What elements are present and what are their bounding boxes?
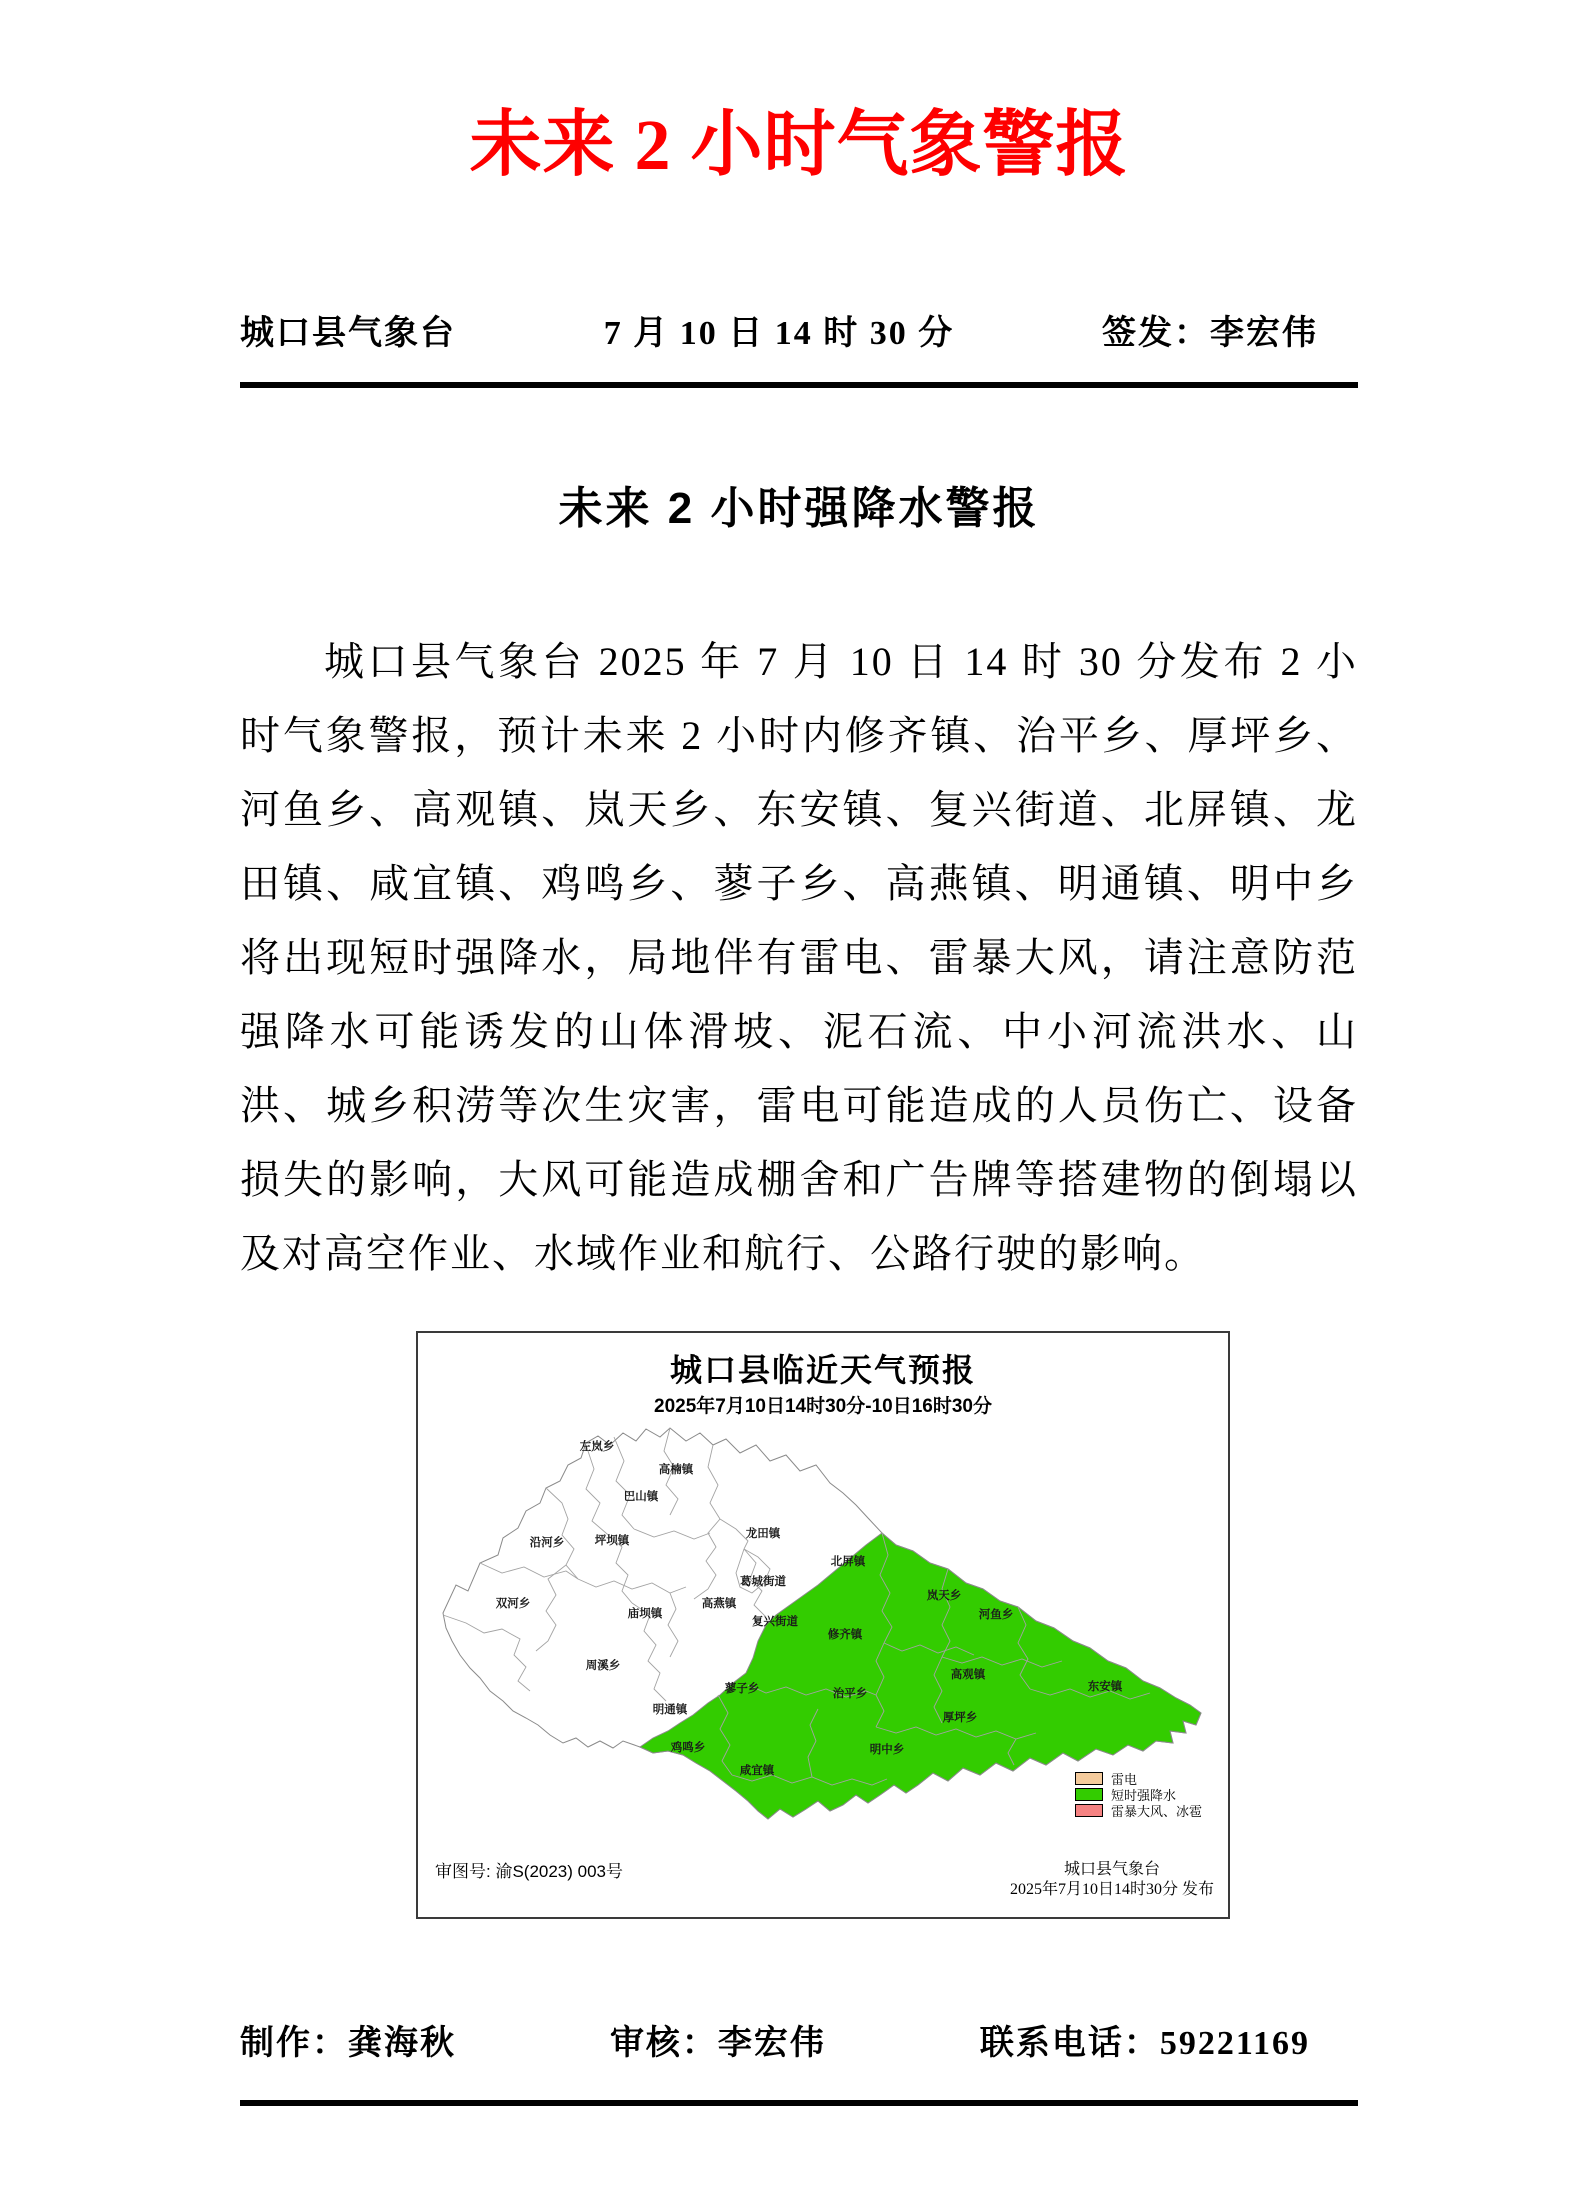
legend-label: 雷暴大风、冰雹 xyxy=(1111,1803,1203,1819)
map-town-label: 咸宜镇 xyxy=(739,1765,775,1777)
legend-row xyxy=(1075,1802,1202,1818)
document-footer xyxy=(240,2015,1358,2064)
map-town-label: 双河乡 xyxy=(495,1598,531,1610)
map-review-number: 审图号: 渝S(2023) 003号 xyxy=(435,1862,624,1881)
legend-swatch xyxy=(1075,1804,1103,1817)
map-town-label: 蓼子乡 xyxy=(724,1683,760,1695)
map-town-label: 鸡鸣乡 xyxy=(670,1742,706,1754)
map-town-label: 左岚乡 xyxy=(579,1441,615,1453)
county-weather-map xyxy=(416,1331,1230,1919)
signer: 签发：李宏伟 xyxy=(1102,315,1318,352)
map-town-label: 北屏镇 xyxy=(830,1556,866,1568)
footer-phone: 联系电话：59221169 xyxy=(979,2025,1310,2062)
map-town-label: 周溪乡 xyxy=(585,1660,621,1672)
map-town-label: 高燕镇 xyxy=(701,1598,737,1610)
map-town-label: 治平乡 xyxy=(832,1688,868,1700)
legend-label: 短时强降水 xyxy=(1111,1787,1177,1803)
map-town-label: 坪坝镇 xyxy=(594,1535,630,1547)
map-town-label: 龙田镇 xyxy=(745,1528,781,1540)
map-issuer-block xyxy=(1010,1860,1214,1900)
map-title: 城口县临近天气预报 xyxy=(669,1352,976,1388)
document-title: 未来 2 小时气象警报 xyxy=(469,105,1129,185)
map-town-label: 葛城街道 xyxy=(740,1576,786,1588)
legend-swatch xyxy=(1075,1788,1103,1801)
map-town-label: 修齐镇 xyxy=(827,1629,863,1641)
map-town-label: 庙坝镇 xyxy=(627,1608,663,1620)
map-town-label: 高楠镇 xyxy=(658,1464,694,1476)
map-town-label: 明通镇 xyxy=(652,1704,688,1716)
map-town-label: 明中乡 xyxy=(869,1744,905,1756)
header-divider xyxy=(240,382,1358,388)
map-issuer-name: 城口县气象台 xyxy=(1063,1861,1160,1878)
warning-paragraph: 城口县气象台 2025 年 7 月 10 日 14 时 30 分发布 2 小时气象警报，预计未来 2 小时内修齐镇、治平乡、厚坪乡、河鱼乡、高观镇、岚天乡、东安镇、复兴街道、北屏镇、龙田镇、咸宜镇、鸡鸣乡、蓼子乡、高燕镇、明通镇、明中乡将出现短时强降水，局地伴有雷电、雷暴大风，请注意防范强降水可能诱发的山体滑坡、泥石流、中小河流洪水、山洪、城乡积涝等次生灾害，雷电可能造成的人员伤亡、设备损失的影响，大风可能造成棚舍和广告牌等搭建物的倒塌以及对高空作业、水域作业和航行、公路行驶的影响。 xyxy=(240,639,1358,1276)
map-town-label: 岚天乡 xyxy=(926,1590,962,1602)
map-town-label: 河鱼乡 xyxy=(978,1609,1014,1621)
footer-maker: 制作：龚海秋 xyxy=(240,2025,456,2062)
map-town-label: 沿河乡 xyxy=(529,1537,565,1549)
map-legend xyxy=(1075,1770,1202,1818)
map-town-label: 高观镇 xyxy=(950,1669,986,1681)
map-town-label: 东安镇 xyxy=(1087,1681,1123,1693)
map-town-label: 复兴街道 xyxy=(752,1616,798,1628)
map-issue-time: 2025年7月10日14时30分 发布 xyxy=(1009,1881,1214,1898)
map-town-label: 厚坪乡 xyxy=(942,1712,978,1724)
legend-swatch xyxy=(1075,1772,1103,1785)
section-title: 未来 2 小时强降水警报 xyxy=(558,484,1040,533)
issue-datetime: 7 月 10 日 14 时 30 分 xyxy=(603,315,955,352)
map-subtitle: 2025年7月10日14时30分-10日16时30分 xyxy=(654,1396,992,1417)
issuing-agency: 城口县气象台 xyxy=(240,315,456,352)
document-header xyxy=(240,305,1358,354)
footer-divider xyxy=(240,2100,1358,2106)
county-map-svg xyxy=(418,1333,1228,1917)
map-town-label: 巴山镇 xyxy=(623,1491,659,1503)
legend-label: 雷电 xyxy=(1111,1771,1138,1787)
footer-reviewer: 审核：李宏伟 xyxy=(609,2025,826,2062)
